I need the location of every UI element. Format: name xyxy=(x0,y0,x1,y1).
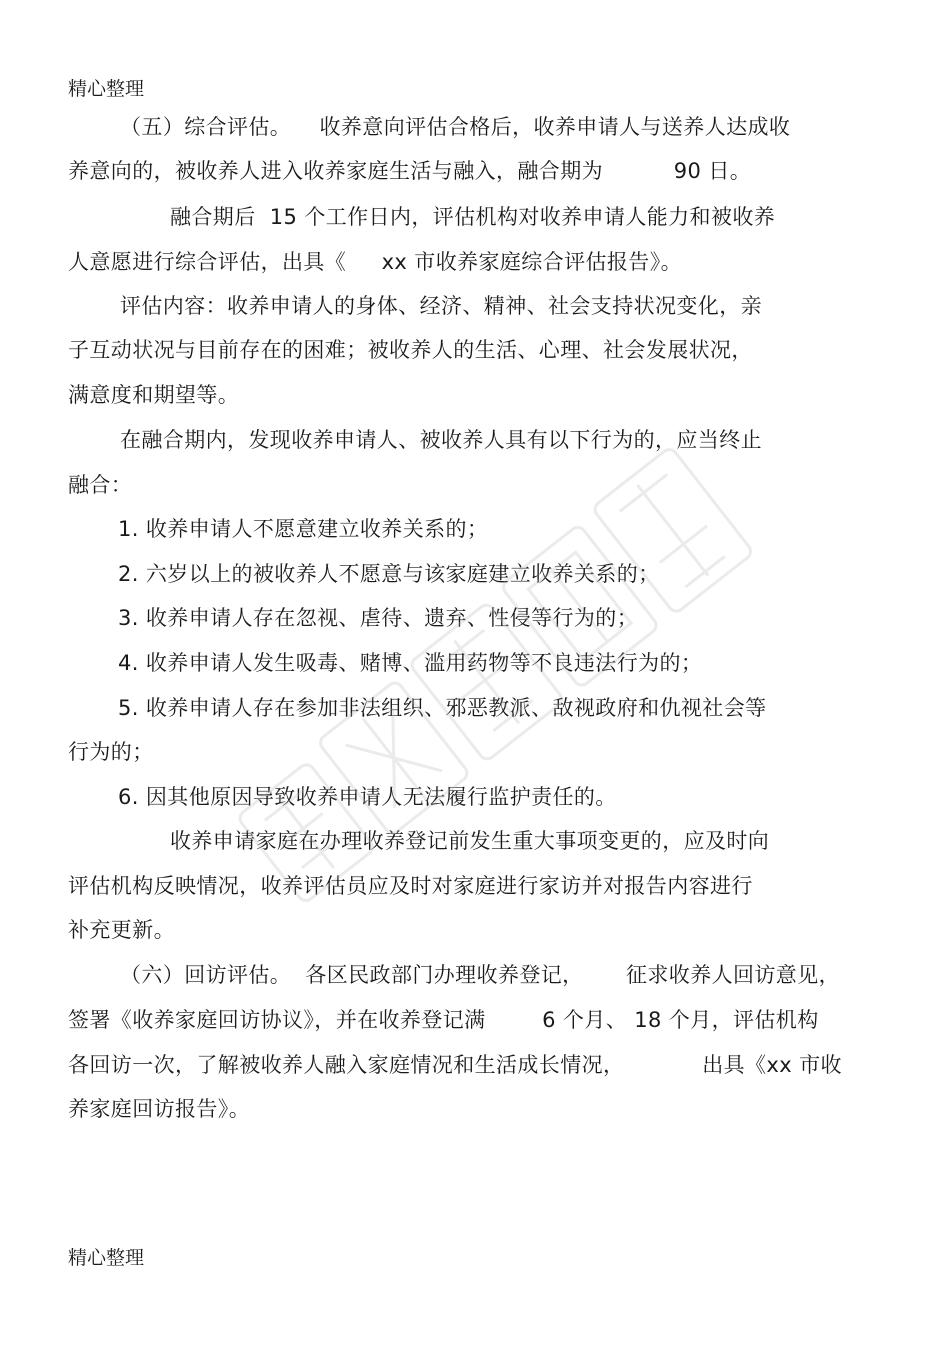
list-item: 5. 收养申请人存在参加非法组织、邪恶教派、敌视政府和仇视社会等 xyxy=(118,696,767,720)
paragraph-line: （六）回访评估。 各区民政部门办理收养登记， 征求收养人回访意见， xyxy=(120,963,840,987)
paragraph-line: 融合期后 15 个工作日内，评估机构对收养申请人能力和被收养 xyxy=(170,205,776,229)
list-item: 2. 六岁以上的被收养人不愿意与该家庭建立收养关系的； xyxy=(118,562,660,586)
paragraph-line: 养意向的，被收养人进入收养家庭生活与融入，融合期为 90 日。 xyxy=(68,159,752,183)
paragraph-line: 补充更新。 xyxy=(68,918,175,942)
paragraph-line: 人意愿进行综合评估，出具《 xx 市收养家庭综合评估报告》。 xyxy=(68,250,683,274)
list-item: 3. 收养申请人存在忽视、虐待、遗弃、性侵等行为的； xyxy=(118,606,639,630)
paragraph-line: 签署《收养家庭回访协议》，并在收养登记满 6 个月、 18 个月，评估机构 xyxy=(68,1008,819,1032)
paragraph-line: 满意度和期望等。 xyxy=(68,383,240,407)
list-item: 1. 收养申请人不愿意建立收养关系的； xyxy=(118,517,489,541)
paragraph-line: 收养申请家庭在办理收养登记前发生重大事项变更的，应及时向 xyxy=(170,829,770,853)
paragraph-line: 在融合期内，发现收养申请人、被收养人具有以下行为的，应当终止 xyxy=(120,428,762,452)
list-item-continuation: 行为的； xyxy=(68,740,154,764)
paragraph-line: 融合： xyxy=(68,473,133,497)
paragraph-line: 子互动状况与目前存在的困难；被收养人的生活、心理、社会发展状况， xyxy=(68,338,753,362)
list-item: 6. 因其他原因导致收养申请人无法履行监护责任的。 xyxy=(118,785,617,809)
paragraph-line: 评估内容：收养申请人的身体、经济、精神、社会支持状况变化，亲 xyxy=(120,294,762,318)
page-footer: 精心整理 xyxy=(68,1247,145,1269)
paragraph-line: 评估机构反映情况，收养评估员应及时对家庭进行家访并对报告内容进行 xyxy=(68,874,753,898)
paragraph-line: （五）综合评估。 收养意向评估合格后，收养申请人与送养人达成收 xyxy=(120,115,791,139)
paragraph-line: 各回访一次，了解被收养人融入家庭情况和生活成长情况， 出具《xx 市收 xyxy=(68,1053,842,1077)
list-item: 4. 收养申请人发生吸毒、赌博、滥用药物等不良违法行为的； xyxy=(118,651,703,675)
paragraph-line: 养家庭回访报告》。 xyxy=(68,1097,251,1121)
page-header: 精心整理 xyxy=(68,78,145,100)
